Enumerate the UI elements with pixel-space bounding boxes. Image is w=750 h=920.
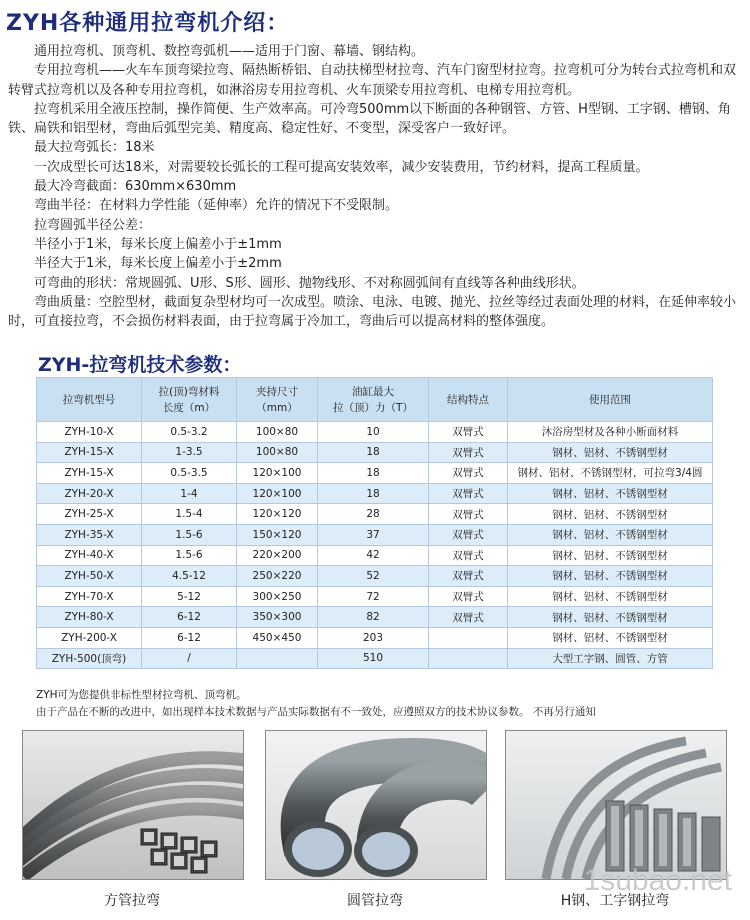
table-cell: 双臂式 bbox=[429, 607, 508, 628]
table-header-row bbox=[37, 378, 713, 422]
table-cell: 双臂式 bbox=[429, 545, 508, 566]
table-cell: 100×80 bbox=[237, 442, 318, 463]
table-cell: 钢材、铝材、不锈钢型材 bbox=[508, 504, 713, 525]
intro-line: 最大冷弯截面：630mm×630mm bbox=[34, 179, 237, 195]
table-cell: 钢材、铝材、不锈钢型材 bbox=[508, 607, 713, 628]
intro-title: ZYH各种通用拉弯机介绍： bbox=[6, 11, 290, 36]
round-pipe-photo bbox=[265, 730, 487, 880]
table-cell: 双臂式 bbox=[429, 566, 508, 587]
header-length: 拉(顶)弯材料 长度（m） bbox=[142, 378, 237, 422]
table-cell: 4.5-12 bbox=[142, 566, 237, 587]
table-cell: 1.5-6 bbox=[142, 545, 237, 566]
intro-line: 拉弯圆弧半径公差： bbox=[34, 217, 152, 233]
table-cell: ZYH-50-X bbox=[37, 566, 142, 587]
table-row bbox=[37, 422, 713, 443]
table-cell: ZYH-25-X bbox=[37, 504, 142, 525]
table-cell: / bbox=[142, 648, 237, 669]
watermark: 1subao.net bbox=[583, 864, 732, 897]
header-clamp: 夹持尺寸 （mm） bbox=[237, 378, 318, 422]
table-cell: 双臂式 bbox=[429, 483, 508, 504]
table-cell: 双臂式 bbox=[429, 463, 508, 484]
table-cell: 钢材、铝材、不锈钢型材，可拉弯3/4圆 bbox=[508, 463, 713, 484]
table-cell: 钢材、铝材、不锈钢型材 bbox=[508, 627, 713, 648]
intro-line: 半径小于1米，每米长度上偏差小于±1mm bbox=[34, 236, 282, 252]
table-cell: 37 bbox=[318, 524, 429, 545]
table-cell: 钢材、铝材、不锈钢型材 bbox=[508, 566, 713, 587]
table-cell: 42 bbox=[318, 545, 429, 566]
table-cell: 钢材、铝材、不锈钢型材 bbox=[508, 442, 713, 463]
table-cell: ZYH-10-X bbox=[37, 422, 142, 443]
table-cell: 203 bbox=[318, 627, 429, 648]
table-cell: 18 bbox=[318, 442, 429, 463]
table-cell: 18 bbox=[318, 463, 429, 484]
table-cell: ZYH-15-X bbox=[37, 463, 142, 484]
table-cell: 220×200 bbox=[237, 545, 318, 566]
table-row bbox=[37, 442, 713, 463]
table-cell: 沐浴房型材及各种小断面材料 bbox=[508, 422, 713, 443]
table-cell bbox=[429, 648, 508, 669]
table-cell: 0.5-3.5 bbox=[142, 463, 237, 484]
table-cell: 1-4 bbox=[142, 483, 237, 504]
table-cell: ZYH-35-X bbox=[37, 524, 142, 545]
table-cell: 82 bbox=[318, 607, 429, 628]
table-cell: 0.5-3.2 bbox=[142, 422, 237, 443]
header-force: 油缸最大 拉（顶）力（T） bbox=[318, 378, 429, 422]
note-line: ZYH可为您提供非标性型材拉弯机、顶弯机。 bbox=[36, 689, 247, 701]
intro-line: 一次成型长可达18米，对需要较长弧长的工程可提高安装效率，减少安装费用，节约材料，提高工程质量。 bbox=[34, 159, 649, 175]
h-beam-photo bbox=[505, 730, 727, 880]
intro-line: 专用拉弯机——火车车顶弯梁拉弯、隔热断桥铝、自动扶梯型材拉弯、汽车门窗型材拉弯。拉弯机可分为转台式拉弯机和双转臂式拉弯机以及各种专用拉弯机，如淋浴房专用拉弯机、火车顶梁专用拉弯机、电梯专用拉弯机。 bbox=[8, 63, 737, 98]
table-cell: 1-3.5 bbox=[142, 442, 237, 463]
intro-text bbox=[8, 42, 743, 331]
table-cell: 钢材、铝材、不锈钢型材 bbox=[508, 483, 713, 504]
table-cell: ZYH-80-X bbox=[37, 607, 142, 628]
table-cell: 1.5-4 bbox=[142, 504, 237, 525]
table-row bbox=[37, 627, 713, 648]
intro-line: 可弯曲的形状：常规圆弧、U形、S形、圆形、抛物线形、不对称圆弧间有直线等各种曲线形状。 bbox=[34, 275, 585, 291]
table-cell: 120×100 bbox=[237, 463, 318, 484]
table-cell: 350×300 bbox=[237, 607, 318, 628]
header-structure: 结构特点 bbox=[429, 378, 508, 422]
table-cell: 钢材、铝材、不锈钢型材 bbox=[508, 586, 713, 607]
table-cell: 100×80 bbox=[237, 422, 318, 443]
table-cell: 双臂式 bbox=[429, 524, 508, 545]
table-row bbox=[37, 524, 713, 545]
table-cell: 双臂式 bbox=[429, 442, 508, 463]
spec-table bbox=[36, 377, 713, 669]
intro-line: 弯曲半径：在材料力学性能（延伸率）允许的情况下不受限制。 bbox=[34, 198, 399, 214]
table-cell: 1.5-6 bbox=[142, 524, 237, 545]
table-cell: 18 bbox=[318, 483, 429, 504]
table-row bbox=[37, 648, 713, 669]
table-cell: 双臂式 bbox=[429, 586, 508, 607]
table-cell bbox=[429, 627, 508, 648]
table-cell bbox=[237, 648, 318, 669]
table-row bbox=[37, 545, 713, 566]
table-cell: ZYH-15-X bbox=[37, 442, 142, 463]
table-cell: 510 bbox=[318, 648, 429, 669]
table-row bbox=[37, 566, 713, 587]
table-cell: 大型工字钢、圆管、方管 bbox=[508, 648, 713, 669]
table-cell: 150×120 bbox=[237, 524, 318, 545]
table-row bbox=[37, 483, 713, 504]
intro-line: 拉弯机采用全液压控制，操作简便、生产效率高。可冷弯500mm以下断面的各种钢管、方管、H型钢、工字钢、槽钢、角铁、扁铁和铝型材，弯曲后弧型完美、精度高、稳定性好、不变型，深受客户一致好评。 bbox=[8, 101, 731, 137]
table-cell: 52 bbox=[318, 566, 429, 587]
table-cell: ZYH-20-X bbox=[37, 483, 142, 504]
table-cell: 6-12 bbox=[142, 627, 237, 648]
table-cell: ZYH-40-X bbox=[37, 545, 142, 566]
intro-line: 最大拉弯弧长：18米 bbox=[34, 140, 155, 156]
header-usage: 使用范围 bbox=[508, 378, 713, 422]
table-cell: 120×120 bbox=[237, 504, 318, 525]
table-notes bbox=[36, 687, 596, 721]
table-cell: 钢材、铝材、不锈钢型材 bbox=[508, 545, 713, 566]
table-cell: 28 bbox=[318, 504, 429, 525]
intro-line: 弯曲质量：空腔型材，截面复杂型材均可一次成型。喷涂、电泳、电镀、抛光、拉丝等经过表面处理的材料，在延伸率较小时，可直接拉弯，不会损伤材料表面，由于拉弯属于冷加工，弯曲后可以提高材料的整体强度。 bbox=[8, 294, 737, 330]
photo-caption: 圆管拉弯 bbox=[347, 893, 403, 909]
table-cell: 300×250 bbox=[237, 586, 318, 607]
table-cell: ZYH-200-X bbox=[37, 627, 142, 648]
header-model: 拉弯机型号 bbox=[37, 378, 142, 422]
table-cell: 10 bbox=[318, 422, 429, 443]
photo-caption: H钢、工字钢拉弯 bbox=[560, 893, 670, 909]
table-cell: 6-12 bbox=[142, 607, 237, 628]
table-cell: ZYH-70-X bbox=[37, 586, 142, 607]
intro-line: 半径大于1米，每米长度上偏差小于±2mm bbox=[34, 256, 282, 272]
table-cell: 450×450 bbox=[237, 627, 318, 648]
table-cell: ZYH-500(顶弯) bbox=[37, 648, 142, 669]
table-row bbox=[37, 586, 713, 607]
table-row bbox=[37, 607, 713, 628]
table-cell: 钢材、铝材、不锈钢型材 bbox=[508, 524, 713, 545]
table-cell: 120×100 bbox=[237, 483, 318, 504]
note-line: 由于产品在不断的改进中，如出现样本技术数据与产品实际数据有不一致处，应遵照双方的技术协议参数。 不再另行通知 bbox=[36, 706, 596, 718]
table-row bbox=[37, 463, 713, 484]
table-title: ZYH-拉弯机技术参数： bbox=[38, 354, 242, 376]
table-cell: 双臂式 bbox=[429, 504, 508, 525]
table-cell: 5-12 bbox=[142, 586, 237, 607]
photo-caption: 方管拉弯 bbox=[104, 893, 160, 909]
table-cell: 双臂式 bbox=[429, 422, 508, 443]
table-row bbox=[37, 504, 713, 525]
table-cell: 250×220 bbox=[237, 566, 318, 587]
table-cell: 72 bbox=[318, 586, 429, 607]
square-tube-photo bbox=[22, 730, 244, 880]
intro-line: 通用拉弯机、顶弯机、数控弯弧机——适用于门窗、幕墙、钢结构。 bbox=[34, 44, 425, 59]
